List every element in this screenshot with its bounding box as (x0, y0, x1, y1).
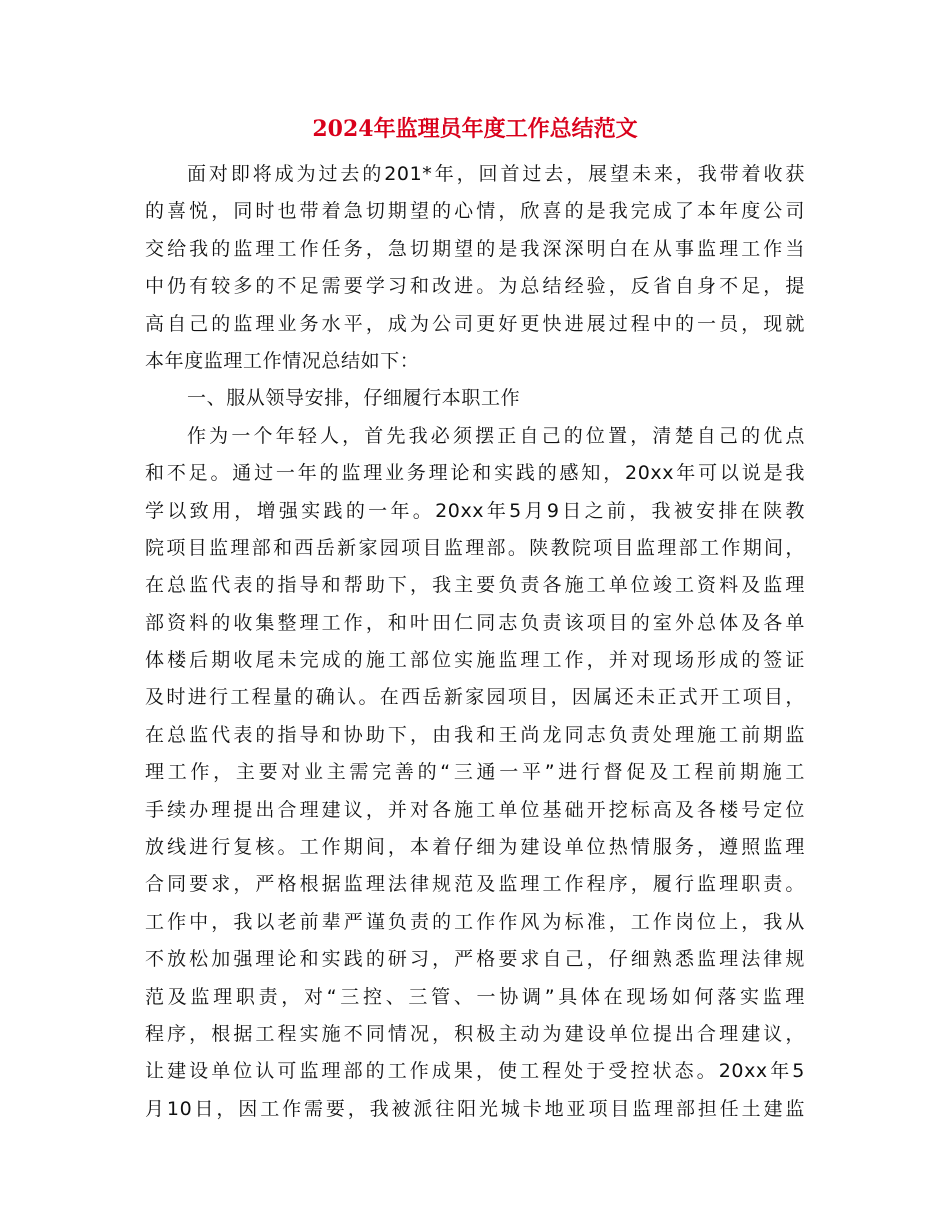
body-line: 体楼后期收尾未完成的施工部位实施监理工作，并对现场形成的签证 (145, 649, 805, 672)
body-line: 理工作，主要对业主需完善的“三通一平”进行督促及工程前期施工 (145, 761, 805, 784)
body-line: 的喜悦，同时也带着急切期望的心情，欣喜的是我完成了本年度公司 (145, 200, 805, 223)
body-line: 中仍有较多的不足需要学习和改进。为总结经验，反省自身不足，提 (145, 275, 805, 298)
document-title: 2024年监理员年度工作总结范文 (312, 116, 638, 142)
body-line: 月10日，因工作需要，我被派往阳光城卡地亚项目监理部担任土建监 (145, 1097, 805, 1120)
body-line: 在总监代表的指导和帮助下，我主要负责各施工单位竣工资料及监理 (145, 574, 805, 597)
body-line: 在总监代表的指导和协助下，由我和王尚龙同志负责处理施工前期监 (145, 723, 805, 746)
body-line: 放线进行复核。工作期间，本着仔细为建设单位热情服务，遵照监理 (145, 836, 805, 859)
body-line: 和不足。通过一年的监理业务理论和实践的感知，20xx年可以说是我 (145, 462, 805, 485)
body-line: 让建设单位认可监理部的工作成果，使工程处于受控状态。20xx年5 (145, 1060, 805, 1083)
body-line: 程序，根据工程实施不同情况，积极主动为建设单位提出合理建议， (145, 1022, 805, 1045)
body-line: 合同要求，严格根据监理法律规范及监理工作程序，履行监理职责。 (145, 873, 805, 896)
body-line: 本年度监理工作情况总结如下： (145, 349, 420, 372)
body-line: 学以致用，增强实践的一年。20xx年5月9日之前，我被安排在陕教 (145, 499, 805, 522)
body-line: 手续办理提出合理建议，并对各施工单位基础开挖标高及各楼号定位 (145, 798, 805, 821)
section-heading: 一、服从领导安排，仔细履行本职工作 (187, 387, 521, 410)
body-line: 范及监理职责，对“三控、三管、一协调”具体在现场如何落实监理 (145, 985, 805, 1008)
body-line: 高自己的监理业务水平，成为公司更好更快进展过程中的一员，现就 (145, 312, 805, 335)
body-line: 交给我的监理工作任务，急切期望的是我深深明白在从事监理工作当 (145, 237, 805, 260)
body-line: 作为一个年轻人，首先我必须摆正自己的位置，清楚自己的优点 (187, 424, 805, 447)
body-line: 面对即将成为过去的201*年，回首过去，展望未来，我带着收获 (187, 163, 805, 185)
body-line: 及时进行工程量的确认。在西岳新家园项目，因属还未正式开工项目， (145, 686, 805, 709)
body-line: 工作中，我以老前辈严谨负责的工作作风为标准，工作岗位上，我从 (145, 910, 805, 933)
document-body (145, 156, 805, 1128)
body-line: 部资料的收集整理工作，和叶田仁同志负责该项目的室外总体及各单 (145, 611, 805, 634)
body-line: 不放松加强理论和实践的研习，严格要求自己，仔细熟悉监理法律规 (145, 948, 805, 971)
body-line: 院项目监理部和西岳新家园项目监理部。陕教院项目监理部工作期间， (145, 536, 805, 559)
